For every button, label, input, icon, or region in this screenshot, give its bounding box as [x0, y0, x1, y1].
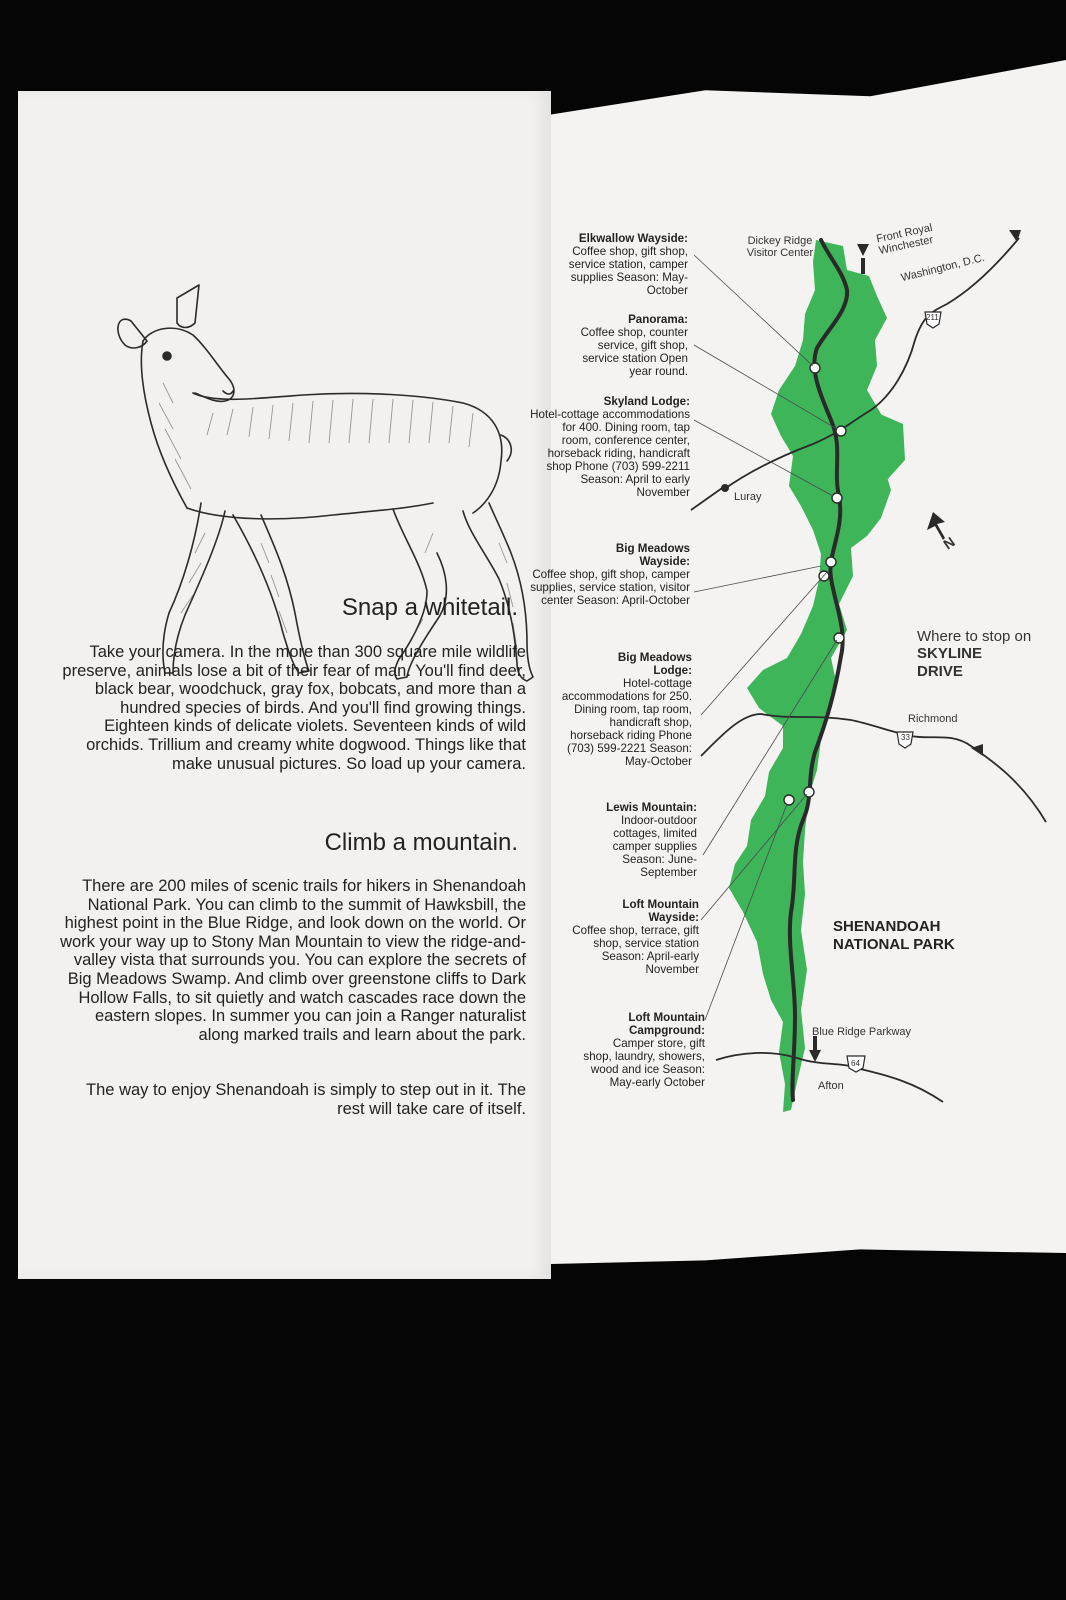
stop-detail: Camper store, gift shop, laundry, showers, wood and ice Season: May-early October — [583, 1037, 705, 1089]
leader-elkwallow — [694, 255, 813, 366]
marker-skyland — [832, 493, 842, 503]
stop-detail: Hotel-cottage accommodations for 400. Dining room, tap room, conference center, horseback riding, handicraft shop Phone (703) 599-2211 Season: April to early November — [530, 408, 690, 499]
stop-lewis-mountain — [537, 801, 697, 879]
arrow-washington-icon — [1009, 230, 1021, 242]
label-richmond: Richmond — [908, 713, 958, 725]
stop-big-meadows-lodge — [532, 651, 692, 768]
route-64-road — [716, 1053, 943, 1102]
stop-name: Panorama: — [628, 313, 688, 326]
marker-panorama — [836, 426, 846, 436]
label-washington: Washington, D.C. — [899, 251, 986, 285]
label-afton: Afton — [818, 1080, 844, 1092]
park-name-label: SHENANDOAH NATIONAL PARK — [833, 918, 955, 953]
stop-name: Loft Mountain Campground: — [628, 1011, 705, 1037]
marker-big-meadows-wayside-2 — [826, 557, 836, 567]
stop-elkwallow-wayside — [528, 232, 688, 297]
paragraph-snap-whitetail: Take your camera. In the more than 300 square mile wildlife preserve, animals lose a bit of their fear of man. You'll find deer, black bear, woodchuck, gray fox, bobcats, and more than a hundred species of birds. And you'll find growing things. Eighteen kinds of delicate violets. Seventeen kinds of wild orchids. Trillium and creamy white dogwood. Things like that make unusual pictures. So load up your camera. — [62, 643, 526, 773]
label-front-royal: Front Royal Winchester — [875, 221, 935, 258]
stop-name: Big Meadows Lodge: — [617, 651, 692, 677]
stop-detail: Hotel-cottage accommodations for 250. Dining room, tap room, handicraft shop, horseback riding Phone (703) 599-2221 Season: May-October — [561, 677, 692, 768]
stop-name: Skyland Lodge: — [603, 395, 690, 408]
stop-big-meadows-wayside — [530, 542, 690, 607]
map-title — [917, 628, 1066, 681]
stop-skyland-lodge — [530, 395, 690, 499]
stop-loft-mountain-campground — [545, 1011, 705, 1089]
stop-detail: Coffee shop, terrace, gift shop, service station Season: April-early November — [572, 924, 699, 976]
label-dickey-ridge: Dickey Ridge Visitor Center — [746, 235, 814, 259]
label-route-33: 33 — [901, 733, 910, 742]
stop-loft-mountain-wayside — [539, 898, 699, 976]
heading-snap-whitetail: Snap a whitetail. — [341, 594, 518, 621]
luray-road — [691, 486, 725, 510]
stop-panorama — [528, 313, 688, 378]
stop-name: Loft Mountain Wayside: — [622, 898, 699, 924]
marker-loft-wayside — [784, 795, 794, 805]
marker-big-meadows-lodge — [834, 633, 844, 643]
stop-detail: Coffee shop, counter service, gift shop, service station Open year round. — [580, 326, 688, 378]
route-33-road — [701, 714, 1046, 822]
arrow-parkway-icon — [809, 1036, 821, 1062]
paragraph-climb-mountain: There are 200 miles of scenic trails for hikers in Shenandoah National Park. You can climb to the summit of Hawksbill, the highest point in the Blue Ridge, and look down on the world. Or work your way up to Stony Man Mountain to view the ridge-and-valley vista that surrounds you. You can explore the secrets of Big Meadows Swamp. And climb over greenstone cliffs to Dark Hollow Falls, to sit quietly and watch cascades race down the eastern slopes. In summer you can join a Ranger naturalist along marked trails and learn about the park. — [60, 877, 526, 1044]
paragraph-enjoy-shenandoah: The way to enjoy Shenandoah is simply to step out in it. The rest will take care of itself. — [86, 1081, 526, 1118]
stop-name: Lewis Mountain: — [606, 801, 697, 814]
heading-climb-mountain: Climb a mountain. — [324, 829, 518, 856]
label-route-64: 64 — [851, 1059, 860, 1068]
arrow-north-icon — [857, 244, 869, 274]
stop-detail: Coffee shop, gift shop, camper supplies, service station, visitor center Season: April-October — [530, 568, 690, 607]
north-arrow-icon — [927, 512, 945, 540]
luray-dot-icon — [721, 484, 729, 492]
label-route-211: 211 — [926, 313, 939, 322]
left-page — [18, 91, 551, 1279]
label-luray: Luray — [734, 491, 762, 503]
label-north: N — [940, 533, 958, 553]
stop-name: Elkwallow Wayside: — [578, 232, 688, 245]
arrow-richmond-icon — [971, 744, 983, 756]
map-title-top: Where to stop on — [917, 628, 1032, 645]
leader-big-meadows-wayside — [694, 566, 821, 592]
stop-detail: Coffee shop, gift shop, service station, camper supplies Season: May-October — [568, 245, 688, 297]
label-blue-ridge-parkway: Blue Ridge Parkway — [812, 1026, 912, 1038]
stop-name: Big Meadows Wayside: — [615, 542, 690, 568]
stop-detail: Indoor-outdoor cottages, limited camper supplies Season: June-September — [612, 814, 697, 879]
map-title-main: SKYLINE DRIVE — [917, 645, 983, 680]
